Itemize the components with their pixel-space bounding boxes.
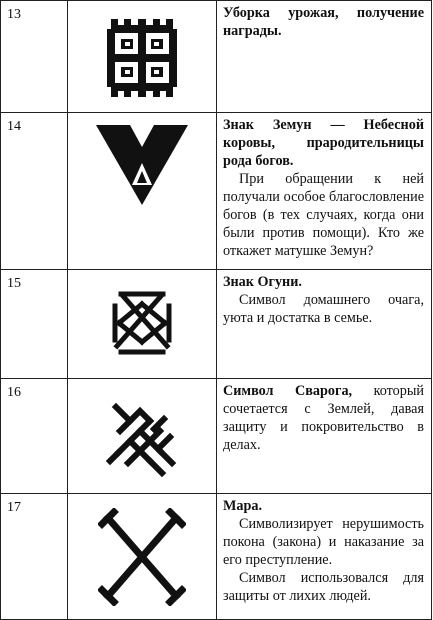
symbol-text: При обращении к ней получали особое благословление богов (в тех случаях, когда они были против помощи). Кто же откажет матушке Земун?: [223, 171, 424, 259]
row-number: 17: [1, 494, 68, 620]
symbol-description: [217, 113, 432, 270]
symbol-cell: [68, 113, 217, 270]
mara-cross-icon: [98, 508, 186, 606]
svarog-swastika-icon: [106, 397, 178, 477]
symbol-title-bold: Символ Сварога,: [223, 383, 353, 399]
symbol-text: Символ использовался для защиты от лихих людей.: [223, 570, 424, 604]
symbol-title: Мара.: [223, 498, 263, 514]
ogun-hearth-icon: [111, 290, 173, 356]
symbol-description: [217, 270, 432, 379]
symbol-description: [217, 494, 432, 620]
symbol-text: Символ домашнего очага, уюта и достатка в семье.: [223, 292, 424, 326]
symbol-title: Знак Земун — Небесной коровы, прародительницы рода богов.: [223, 117, 424, 169]
symbol-title: Знак Огуни.: [223, 274, 302, 290]
symbol-cell: [68, 494, 217, 620]
harvest-solar-cross-icon: [107, 15, 177, 101]
table-row: [1, 494, 432, 620]
row-number: 13: [1, 1, 68, 113]
symbol-title-rest: который сочетается с Землей, давая защиту и покровительство в делах.: [223, 383, 424, 453]
symbol-cell: [68, 379, 217, 494]
table-row: [1, 113, 432, 270]
symbol-description: [217, 379, 432, 494]
symbol-text: Символизирует нерушимость покона (закона) и наказание за его преступление.: [223, 516, 424, 568]
row-number: 14: [1, 113, 68, 270]
table-row: [1, 270, 432, 379]
row-number: 16: [1, 379, 68, 494]
symbol-cell: [68, 1, 217, 113]
symbol-cell: [68, 270, 217, 379]
zemun-triangle-icon: [96, 125, 188, 207]
row-number: 15: [1, 270, 68, 379]
symbol-description: [217, 1, 432, 113]
table-row: [1, 379, 432, 494]
symbol-title: [223, 382, 424, 454]
table-row: [1, 1, 432, 113]
symbol-title: Уборка урожая, получение награды.: [223, 5, 424, 39]
